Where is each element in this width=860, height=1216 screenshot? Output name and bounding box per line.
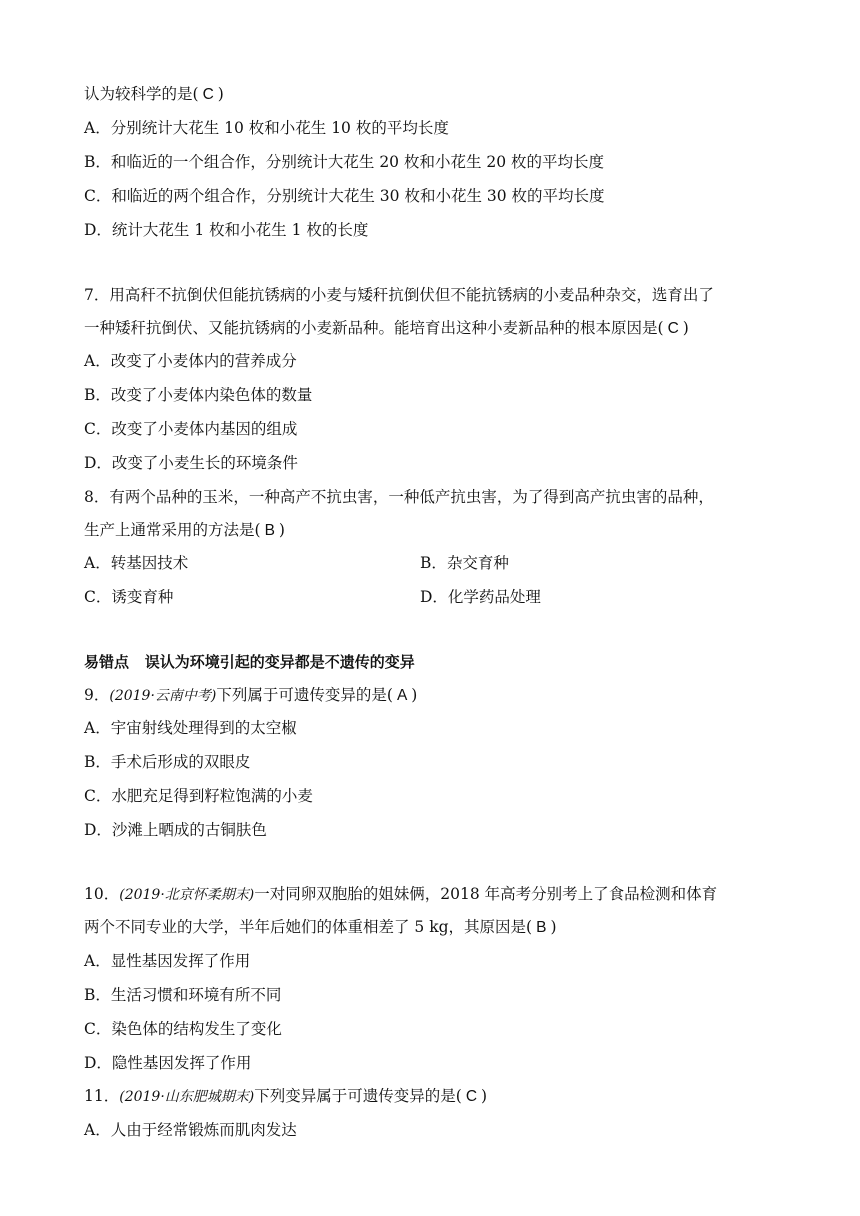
q8-option-d: D．化学药品处理 — [420, 588, 541, 606]
q8-option-a: A．转基因技术 — [84, 554, 189, 572]
q6-option-b: B．和临近的一个组合作，分别统计大花生 20 枚和小花生 20 枚的平均长度 — [84, 153, 605, 171]
q9-option-b: B．手术后形成的双眼皮 — [84, 753, 251, 771]
section-title: 误认为环境引起的变异都是不遗传的变异 — [144, 653, 415, 671]
q10-option-a: A．显性基因发挥了作用 — [84, 952, 251, 970]
q7-close-paren: ) — [682, 319, 689, 337]
q11-stem-text: 下列变异属于可遗传变异的是( — [254, 1087, 462, 1105]
q10-stem-text: 一对同卵双胞胎的姐妹俩，2018 年高考分别考上了食品检测和体育 — [254, 885, 718, 903]
q8-option-c: C．诱变育种 — [84, 588, 174, 606]
q8-close-paren: ) — [278, 521, 285, 539]
section-label: 易错点 — [84, 653, 130, 671]
q6-answer: C — [202, 86, 214, 103]
q8-option-b: B．杂交育种 — [420, 554, 509, 572]
q8-stem-text: 生产上通常采用的方法是( — [84, 521, 261, 539]
q9-option-d: D．沙滩上晒成的古铜肤色 — [84, 821, 267, 839]
q6-stem-line — [84, 84, 224, 105]
q11-close-paren: ) — [481, 1087, 488, 1105]
q10-stem-line2 — [84, 917, 557, 938]
q8-stem-line1: 8．有两个品种的玉米，一种高产不抗虫害，一种低产抗虫害，为了得到高产抗虫害的品种， — [84, 488, 714, 506]
q8-stem-line2 — [84, 520, 285, 541]
q6-option-c: C．和临近的两个组合作，分别统计大花生 30 枚和小花生 30 枚的平均长度 — [84, 187, 605, 205]
q6-stem-tail: 认为较科学的是( — [84, 85, 199, 103]
q10-stem-text2: 两个不同专业的大学，半年后她们的体重相差了 5 kg，其原因是( — [84, 918, 533, 936]
q11-number: 11． — [84, 1087, 120, 1105]
q9-close-paren: ) — [411, 686, 418, 704]
q10-stem-line1 — [84, 884, 717, 905]
q10-answer: B — [536, 919, 547, 936]
q6-option-a: A．分别统计大花生 10 枚和小花生 10 枚的平均长度 — [84, 119, 449, 137]
q7-stem-line1: 7．用高秆不抗倒伏但能抗锈病的小麦与矮秆抗倒伏但不能抗锈病的小麦品种杂交，选育出了 — [84, 286, 714, 304]
q9-option-a: A．宇宙射线处理得到的太空椒 — [84, 719, 297, 737]
q9-stem-line — [84, 685, 417, 706]
q10-number: 10． — [84, 885, 120, 903]
q8-options-row1 — [84, 553, 509, 573]
q7-option-a: A．改变了小麦体内的营养成分 — [84, 352, 297, 370]
q9-answer: A — [396, 687, 408, 704]
q10-option-c: C．染色体的结构发生了变化 — [84, 1020, 282, 1038]
q7-option-d: D．改变了小麦生长的环境条件 — [84, 454, 298, 472]
q10-option-d: D．隐性基因发挥了作用 — [84, 1054, 252, 1072]
q9-number: 9． — [84, 686, 110, 704]
q8-options-row2 — [84, 587, 541, 607]
q7-stem-line2 — [84, 318, 689, 339]
q6-close-paren: ) — [217, 85, 224, 103]
q11-option-a: A．人由于经常锻炼而肌肉发达 — [84, 1121, 297, 1139]
section-heading — [84, 652, 415, 672]
q9-stem-text: 下列属于可遗传变异的是( — [216, 686, 393, 704]
q11-answer: C — [465, 1088, 478, 1105]
q10-source: (2019·北京怀柔期末) — [119, 887, 255, 903]
q9-source: (2019·云南中考) — [109, 688, 217, 704]
q7-option-b: B．改变了小麦体内染色体的数量 — [84, 386, 313, 404]
q10-option-b: B．生活习惯和环境有所不同 — [84, 986, 282, 1004]
q7-option-c: C．改变了小麦体内基因的组成 — [84, 420, 298, 438]
q9-option-c: C．水肥充足得到籽粒饱满的小麦 — [84, 787, 313, 805]
q11-stem-line — [84, 1086, 487, 1107]
q8-answer: B — [264, 522, 275, 539]
q10-close-paren: ) — [550, 918, 557, 936]
q6-option-d: D．统计大花生 1 枚和小花生 1 枚的长度 — [84, 221, 369, 239]
q7-answer: C — [667, 320, 679, 337]
q11-source: (2019·山东肥城期末) — [119, 1089, 255, 1105]
q7-stem-text: 一种矮秆抗倒伏、又能抗锈病的小麦新品种。能培育出这种小麦新品种的根本原因是( — [84, 319, 664, 337]
